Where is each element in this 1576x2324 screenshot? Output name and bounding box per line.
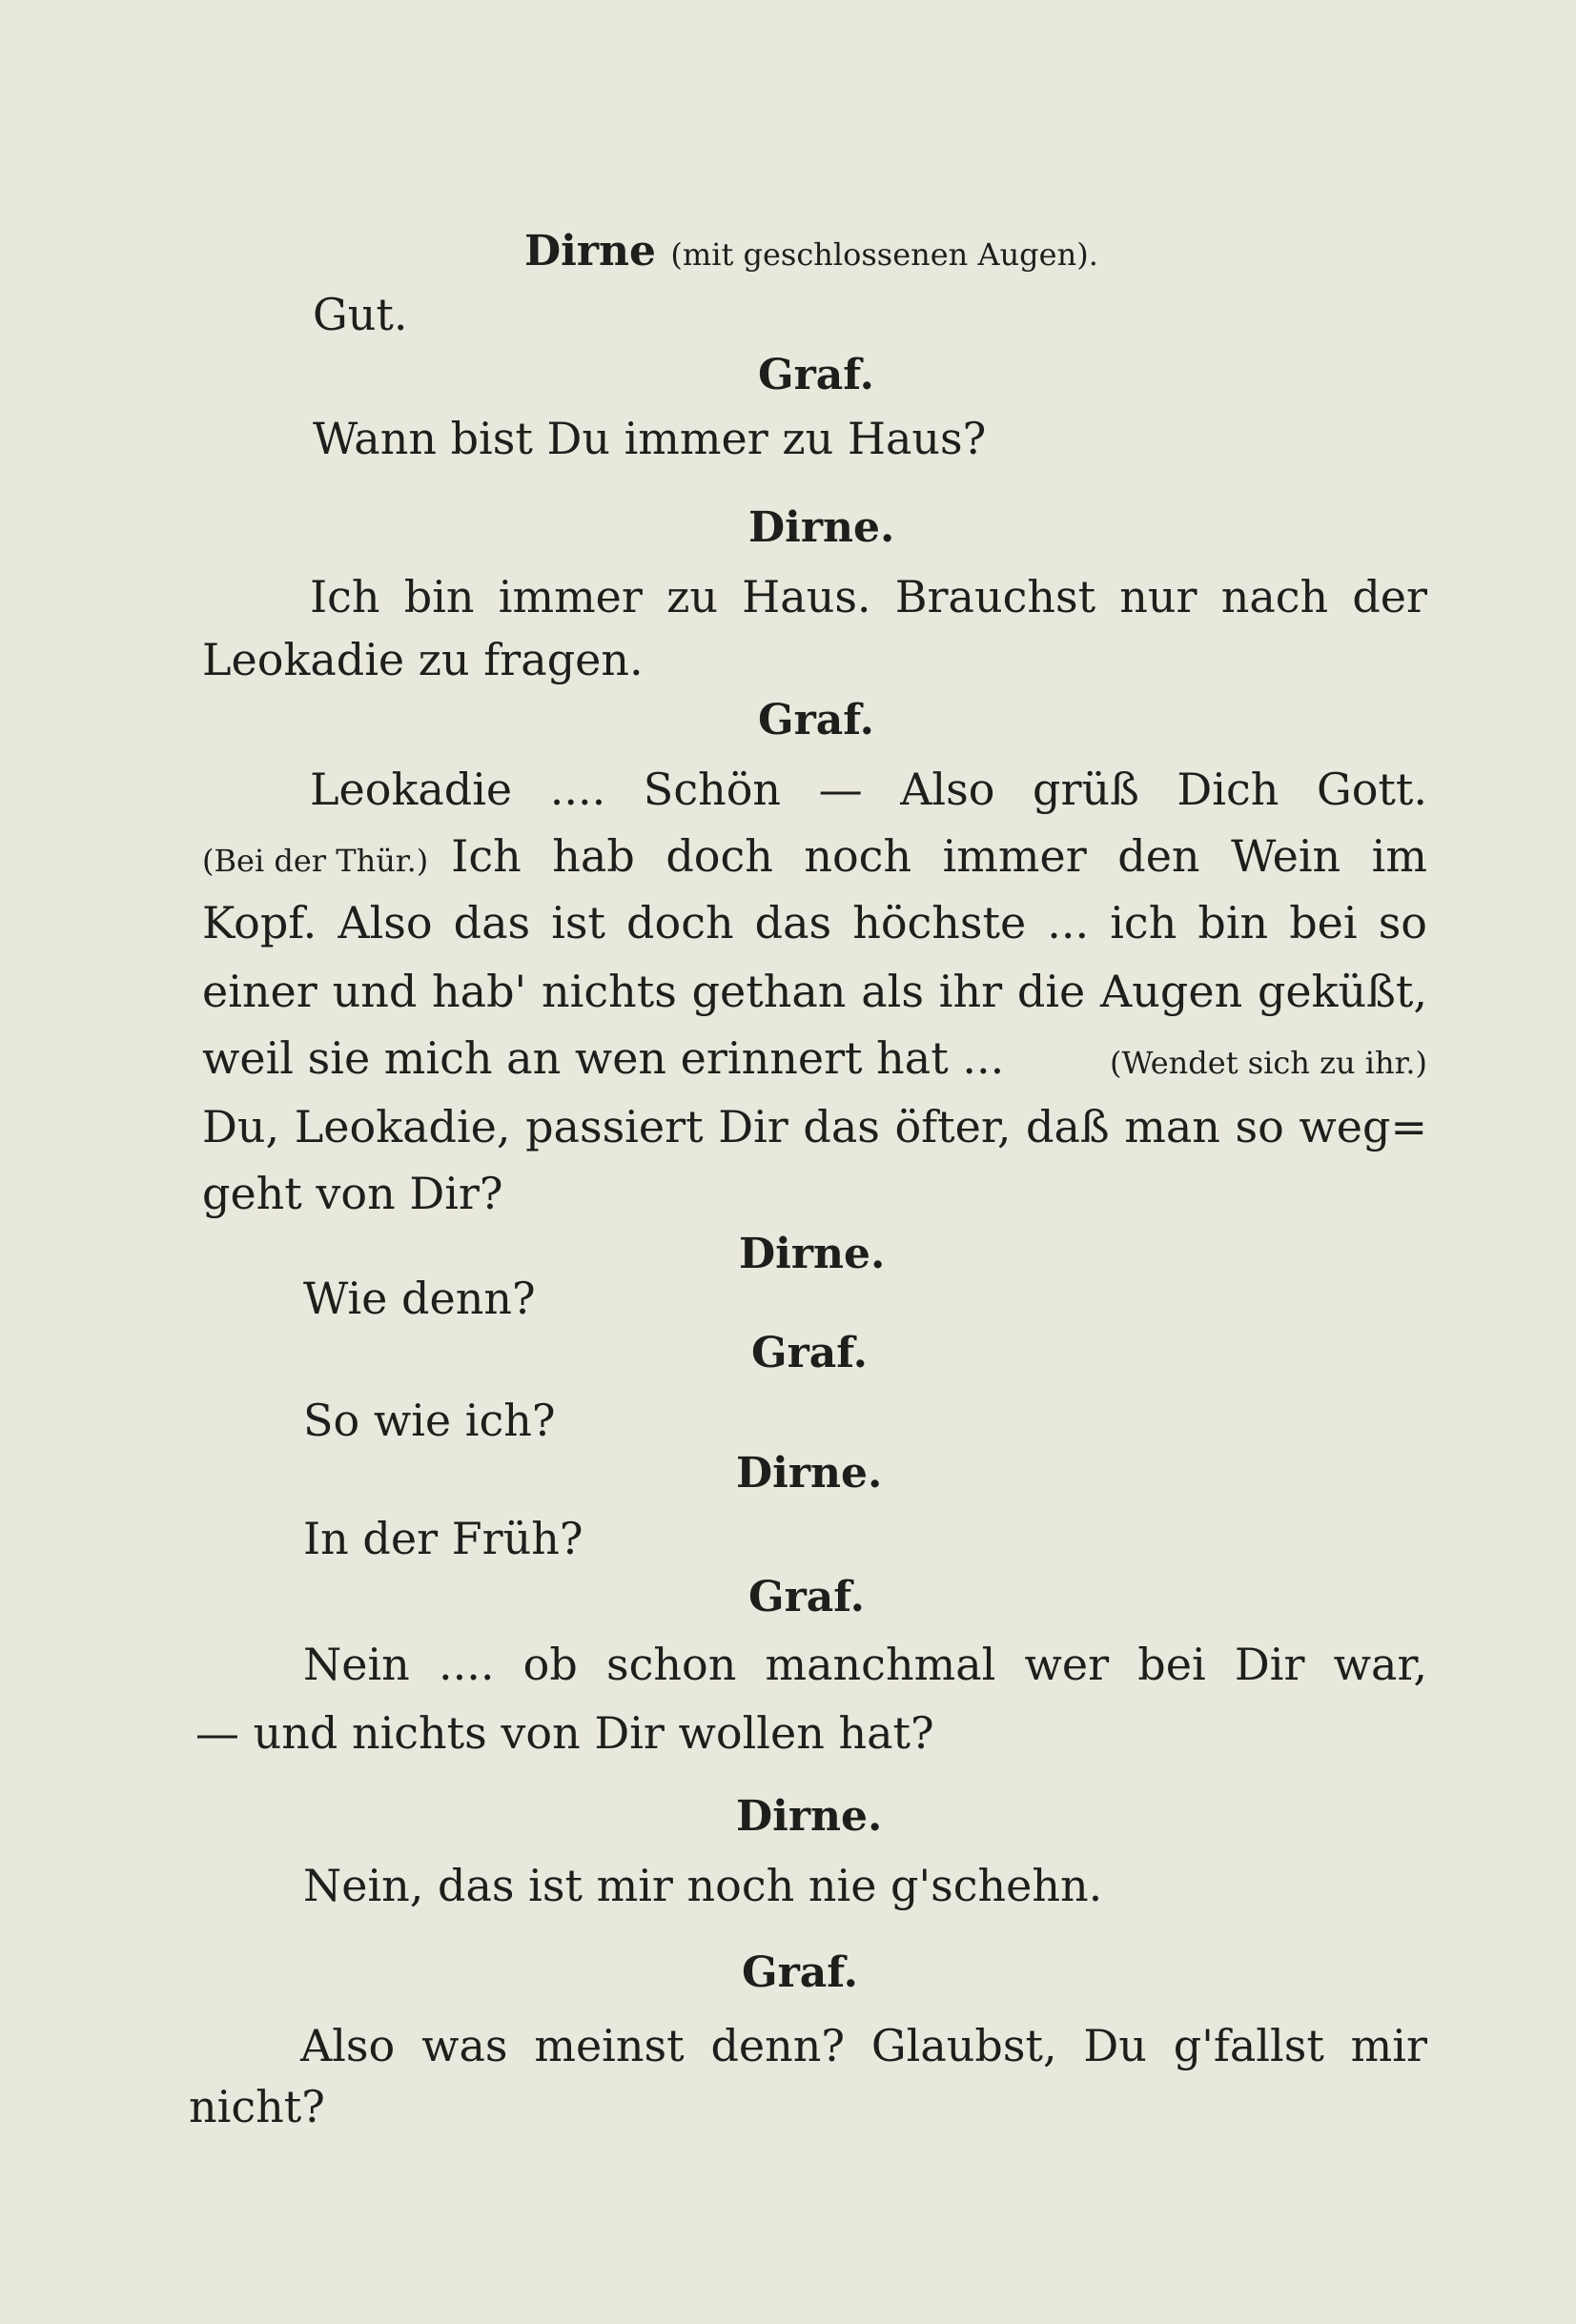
speaker-heading: Graf.: [758, 351, 874, 399]
speaker-heading: Dirne.: [748, 503, 895, 552]
speaker-heading: Dirne.: [736, 1449, 883, 1498]
stage-direction: (Wendet sich zu ihr.): [1109, 1045, 1427, 1081]
speaker-heading: Graf.: [751, 1329, 868, 1377]
speech-line: Nein, das ist mir noch nie g'schehn.: [303, 1860, 1103, 1911]
speaker-heading: Dirne.: [739, 1230, 886, 1278]
speaker-heading: [524, 225, 1098, 281]
speech-line: einer und hab' nichts gethan als ihr die Augen geküßt,: [202, 966, 1427, 1017]
speaker-heading: Graf.: [742, 1948, 858, 1997]
speech-line: So wie ich?: [303, 1395, 556, 1446]
speech-line: Du, Leokadie, passiert Dir das öfter, daß man so weg=: [202, 1101, 1427, 1152]
speech-line: nicht?: [189, 2081, 325, 2132]
speech-line-group: [202, 829, 1427, 887]
speech-line: Gut.: [313, 289, 408, 340]
stage-direction: (Bei der Thür.): [202, 843, 429, 879]
speech-line: Ich bin immer zu Haus. Brauchst nur nach der: [310, 571, 1427, 622]
speech-line: Leokadie zu fragen.: [202, 634, 644, 685]
speech-line: — und nichts von Dir wollen hat?: [195, 1707, 934, 1759]
speech-line: Nein .... ob schon manchmal wer bei Dir war,: [303, 1639, 1427, 1690]
speech-line-group: [202, 1031, 1427, 1090]
speech-line: weil sie mich an wen erinnert hat ...: [202, 1032, 1005, 1084]
speech-line: Wann bist Du immer zu Haus?: [313, 413, 987, 464]
speech-line: Leokadie .... Schön — Also grüß Dich Gott.: [310, 764, 1427, 815]
speech-line: Wie denn?: [303, 1273, 536, 1324]
speech-line: Ich hab doch noch immer den Wein im: [451, 830, 1427, 882]
stage-direction: (mit geschlossenen Augen).: [670, 236, 1098, 273]
speaker-heading: Graf.: [758, 696, 874, 744]
speech-line: geht von Dir?: [202, 1168, 503, 1219]
speech-line: Also was meinst denn? Glaubst, Du g'fallst mir: [300, 2020, 1427, 2071]
speech-line: In der Früh?: [303, 1513, 583, 1564]
speech-line: Kopf. Also das ist doch das höchste ... ich bin bei so: [202, 897, 1427, 948]
speaker-heading: Dirne.: [736, 1792, 883, 1841]
speaker-heading: Graf.: [748, 1573, 865, 1621]
speaker-name: Dirne: [524, 227, 657, 275]
